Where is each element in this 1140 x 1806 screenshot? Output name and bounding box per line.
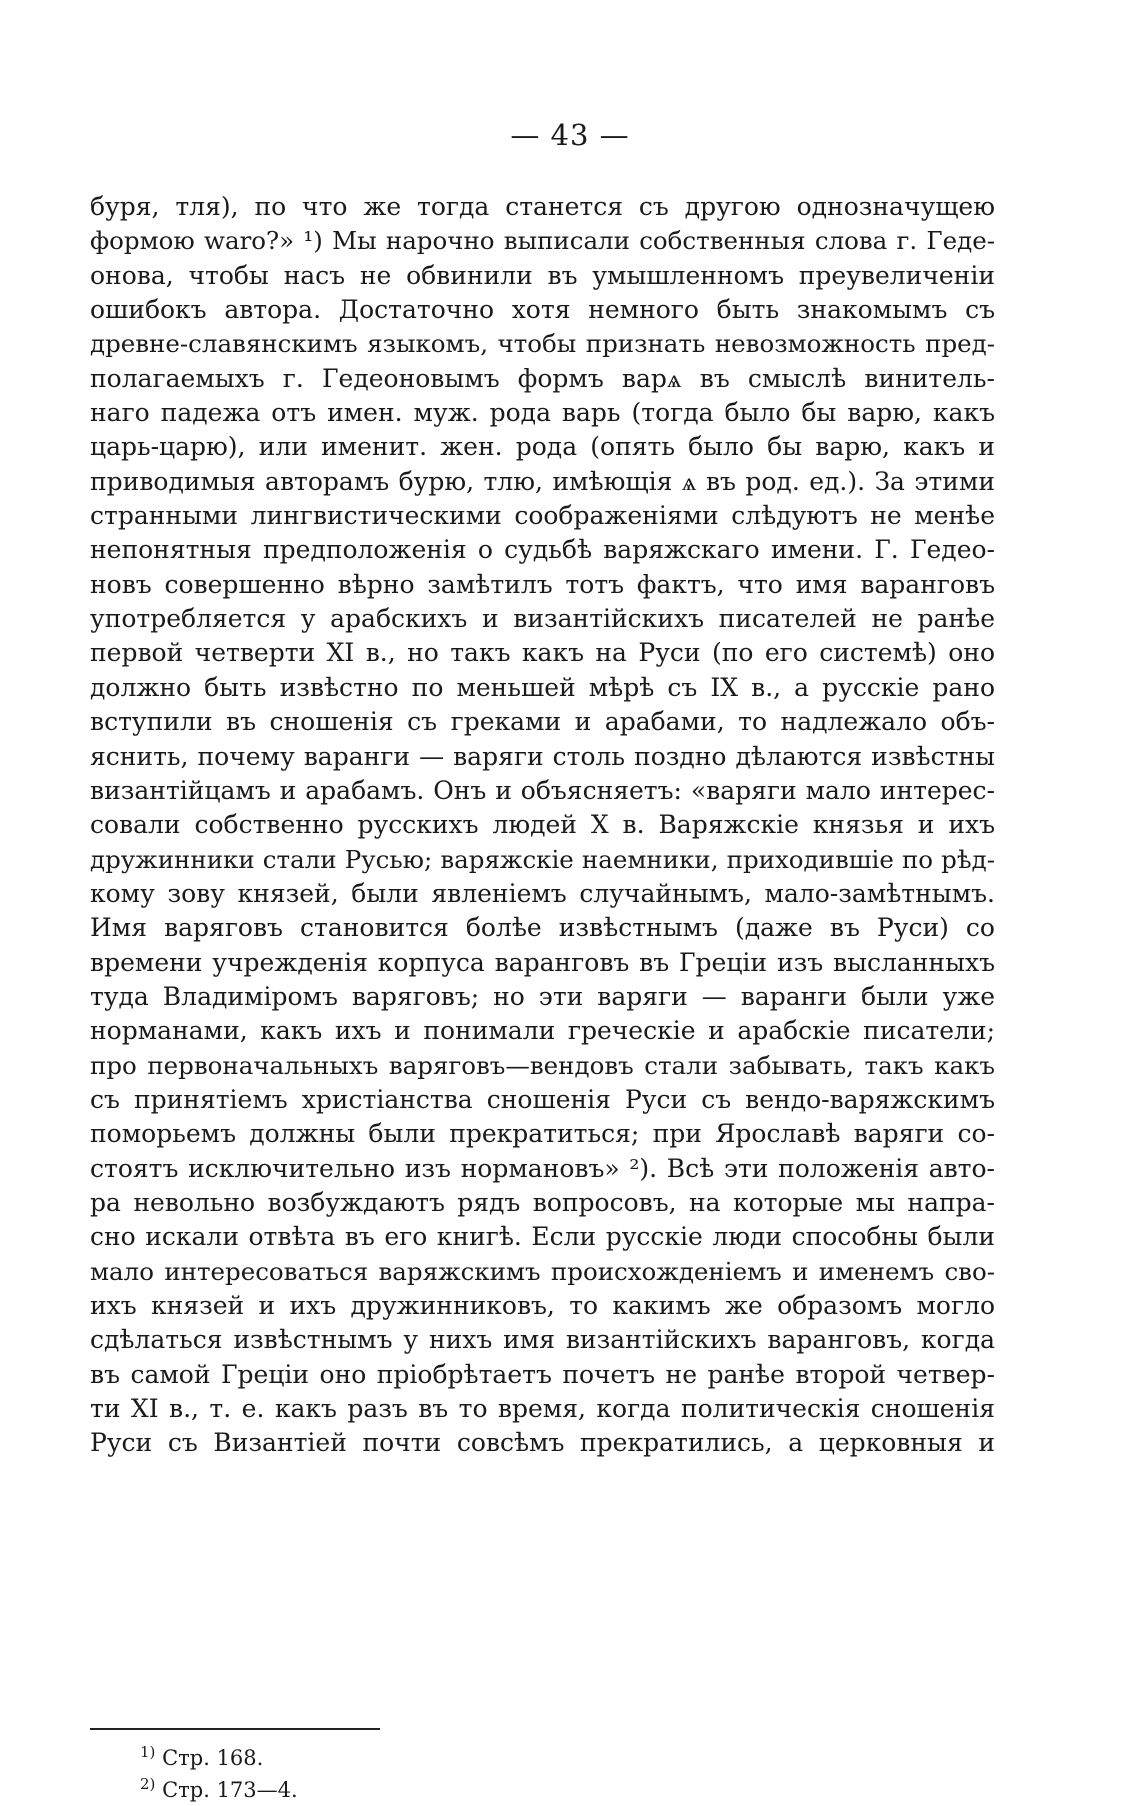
text-line: Руси съ Византіей почти совсѣмъ прекратились, а церковныя и	[90, 1428, 995, 1458]
text-line: наго падежа отъ имен. муж. рода варь (тогда было бы варю, какъ	[90, 398, 995, 428]
body-text	[90, 190, 995, 1461]
text-line: Имя варяговъ становится болѣе извѣстнымъ (даже въ Руси) со	[90, 913, 995, 943]
text-line: первой четверти XI в., но такъ какъ на Руси (по его системѣ) оно	[90, 638, 995, 668]
text-line: ошибокъ автора. Достаточно хотя немного быть знакомымъ съ	[90, 295, 995, 325]
text-line: ихъ князей и ихъ дружинниковъ, то какимъ же образомъ могло	[90, 1291, 995, 1320]
text-line: стоятъ исключительно изъ нормановъ» ²). Всѣ эти положенія авто-	[90, 1153, 995, 1183]
text-line: сно искали отвѣта въ его книгѣ. Если русскіе люди способны были	[90, 1222, 995, 1252]
text-line: сдѣлаться извѣстнымъ у нихъ имя византійскихъ варанговъ, когда	[90, 1325, 995, 1355]
text-line: ра невольно возбуждаютъ рядъ вопросовъ, на которые мы напра-	[90, 1187, 995, 1217]
text-line: употребляется у арабскихъ и византійскихъ писателей не ранѣе	[90, 604, 995, 634]
text-line: царь-царю), или именит. жен. рода (опять было бы варю, какъ и	[90, 432, 995, 462]
text-line: византійцамъ и арабамъ. Онъ и объясняетъ: «варяги мало интерес-	[90, 775, 995, 805]
text-line: полагаемыхъ г. Гедеоновымъ формъ варѧ въ смыслѣ винитель-	[90, 363, 995, 393]
text-line: яснить, почему варанги — варяги столь поздно дѣлаются извѣстны	[90, 741, 995, 771]
text-line: приводимыя авторамъ бурю, тлю, имѣющія ѧ въ род. ед.). За этими	[90, 466, 995, 496]
text-line: вступили въ сношенія съ греками и арабами, то надлежало объ-	[90, 707, 995, 737]
text-line: туда Владиміромъ варяговъ; но эти варяги — варанги были уже	[90, 981, 995, 1011]
page-number: — 43 —	[510, 118, 630, 152]
footnote-divider	[90, 1728, 380, 1730]
text-line: древне-славянскимъ языкомъ, чтобы признать невозможность пред-	[90, 329, 995, 359]
text-line: онова, чтобы насъ не обвинили въ умышленномъ преувеличеніи	[90, 260, 995, 290]
text-line: въ самой Греціи оно пріобрѣтаетъ почетъ не ранѣе второй четвер-	[90, 1359, 995, 1389]
text-line: дружинники стали Русью; варяжскіе наемники, приходившіе по рѣд-	[90, 844, 995, 874]
footnote-text: Стр. 173—4.	[162, 1778, 298, 1802]
text-line: мало интересоваться варяжскимъ происхожденіемъ и именемъ сво-	[90, 1256, 995, 1286]
text-line: формою waro?» ¹) Мы нарочно выписали собственныя слова г. Геде-	[90, 226, 995, 256]
text-line: совали собственно русскихъ людей X в. Варяжскіе князья и ихъ	[90, 810, 995, 840]
footnote	[140, 1742, 298, 1774]
text-line: кому зову князей, были явленіемъ случайнымъ, мало-замѣтнымъ.	[90, 878, 995, 908]
footnote-mark: 1)	[140, 1743, 156, 1761]
footnotes	[140, 1742, 298, 1806]
footnote-text: Стр. 168.	[162, 1746, 264, 1770]
footnote	[140, 1774, 298, 1806]
text-line: про первоначальныхъ варяговъ—вендовъ стали забывать, такъ какъ	[90, 1050, 995, 1080]
text-line: буря, тля), по что же тогда станется съ другою однозначущею	[90, 192, 995, 221]
text-line: поморьемъ должны были прекратиться; при Ярославѣ варяги со-	[90, 1119, 995, 1149]
text-line: непонятныя предположенія о судьбѣ варяжскаго имени. Г. Гедео-	[90, 535, 995, 565]
text-line: времени учрежденія корпуса варанговъ въ Греціи изъ высланныхъ	[90, 947, 995, 977]
text-line: норманами, какъ ихъ и понимали греческіе и арабскіе писатели;	[90, 1016, 995, 1046]
footnote-mark: 2)	[140, 1775, 156, 1793]
text-line: ти XI в., т. е. какъ разъ въ то время, когда политическія сношенія	[90, 1394, 995, 1424]
text-line: должно быть извѣстно по меньшей мѣрѣ съ IX в., а русскіе рано	[90, 672, 995, 702]
text-line: съ принятіемъ христіанства сношенія Руси съ вендо-варяжскимъ	[90, 1084, 995, 1114]
text-line: новъ совершенно вѣрно замѣтилъ тотъ фактъ, что имя варанговъ	[90, 569, 995, 599]
text-line: странными лингвистическими соображеніями слѣдуютъ не менѣе	[90, 501, 995, 531]
